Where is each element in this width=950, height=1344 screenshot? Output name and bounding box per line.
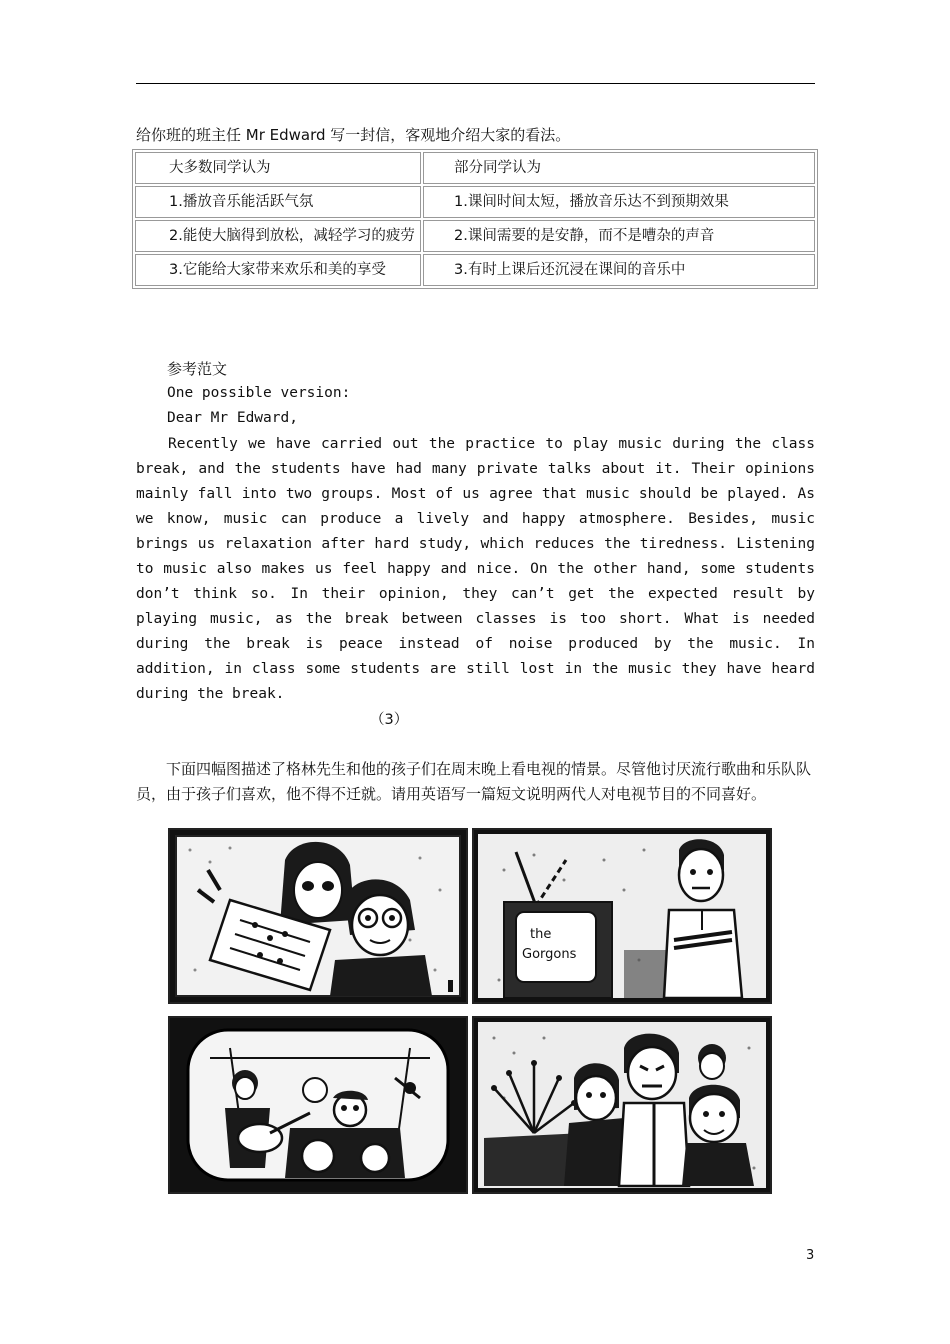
version-label: One possible version: [167,385,351,401]
panel-2-drawing [474,830,770,1002]
table-cell: 2.能使大脑得到放松，减轻学习的疲劳 [135,220,421,252]
header-rule [136,83,815,84]
tv-text-line-2: Gorgons [522,947,577,962]
comic-panel-1 [168,828,468,1004]
comic-panel-3 [168,1016,468,1194]
table-cell: 1.播放音乐能活跃气氛 [135,186,421,218]
page-number: 3 [806,1248,815,1263]
salutation: Dear Mr Edward, [167,410,298,426]
opinion-table [132,149,818,289]
intro-text: 给你班的班主任 Mr Edward 写一封信，客观地介绍大家的看法。 [136,126,571,144]
comic-panel-4 [472,1016,772,1194]
task-description: 下面四幅图描述了格林先生和他的孩子们在周末晚上看电视的情景。尽管他讨厌流行歌曲和乐队队员，由于孩子们喜欢，他不得不迁就。请用英语写一篇短文说明两代人对电视节目的不同喜好。 [136,760,812,803]
table-cell: 3.有时上课后还沉浸在课间的音乐中 [423,254,815,286]
panel-1-drawing [170,830,466,1002]
table-cell: 1.课间时间太短，播放音乐达不到预期效果 [423,186,815,218]
reference-title: 参考范文 [167,360,228,378]
header-majority: 大多数同学认为 [135,152,421,184]
table-cell: 3.它能给大家带来欢乐和美的享受 [135,254,421,286]
comic-figure [168,828,768,1192]
header-minority: 部分同学认为 [423,152,815,184]
panel-3-drawing [170,1018,466,1192]
table-row [135,254,815,286]
section-number: （3） [370,712,409,728]
table-row [135,220,815,252]
table-row [135,186,815,218]
table-header-row [135,152,815,184]
table-cell: 2.课间需要的是安静，而不是嘈杂的声音 [423,220,815,252]
panel-4-drawing [474,1018,770,1192]
letter-body: Recently we have carried out the practice to play music during the class break, and the students have had many private talks about it. Their opinions mainly fall into two groups. Most of us agree that music should be played. As we know, music can produce a lively and happy atmosphere. Besides, music brings us relaxation after hard study, which reduces the tiredness. Listening to music also makes us feel happy and nice. On the other hand, some students don’t think so. In their opinion, they can’t get the expected result by playing music, as the break between classes is too short. What is needed during the break is peace instead of noise produced by the music. In addition, in class some students are still lost in the music they have heard during the break. [136,436,815,702]
tv-text-line-1: the [530,927,552,942]
comic-panel-2 [472,828,772,1004]
